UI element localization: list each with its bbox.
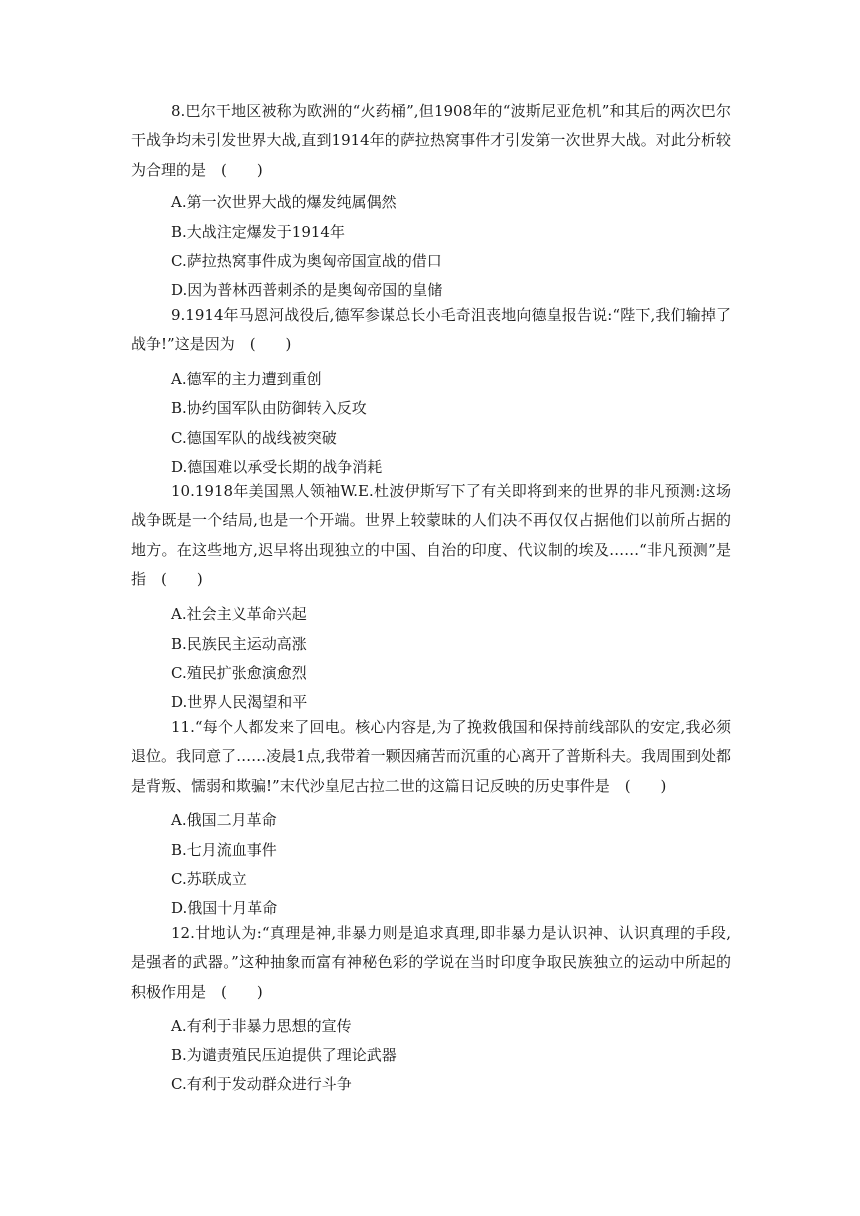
question-8-stem: 8.巴尔干地区被称为欧洲的“火药桶”,但1908年的“波斯尼亚危机”和其后的两次巴尔干战争均未引发世界大战,直到1914年的萨拉热窝事件才引发第一次世界大战。对此分析较为合理的是 ( ) bbox=[131, 102, 731, 179]
question-8-option-c: C.萨拉热窝事件成为奥匈帝国宣战的借口 bbox=[171, 252, 442, 270]
question-8-option-a: A.第一次世界大战的爆发纯属偶然 bbox=[171, 193, 397, 211]
question-11-option-d: D.俄国十月革命 bbox=[171, 899, 278, 917]
question-9-stem: 9.1914年马恩河战役后,德军参谋总长小毛奇沮丧地向德皇报告说:“陛下,我们输掉了战争!”这是因为 ( ) bbox=[131, 306, 731, 354]
question-12-option-b: B.为谴责殖民压迫提供了理论武器 bbox=[171, 1046, 397, 1064]
question-10-option-b: B.民族民主运动高涨 bbox=[171, 635, 307, 653]
question-11-option-a: A.俄国二月革命 bbox=[171, 811, 277, 829]
question-11-stem: 11.“每个人都发来了回电。核心内容是,为了挽救俄国和保持前线部队的安定,我必须退位。我同意了……凌晨1点,我带着一颗因痛苦而沉重的心离开了普斯科夫。我周围到处都是背叛、懦弱和欺骗!”末代沙皇尼古拉二世的这篇日记反映的历史事件是 ( ) bbox=[131, 718, 731, 795]
question-10-option-d: D.世界人民渴望和平 bbox=[171, 693, 308, 711]
question-8-option-b: B.大战注定爆发于1914年 bbox=[171, 223, 345, 241]
question-11-option-b: B.七月流血事件 bbox=[171, 841, 277, 859]
question-9-option-a: A.德军的主力遭到重创 bbox=[171, 370, 322, 388]
question-9-option-c: C.德国军队的战线被突破 bbox=[171, 429, 337, 447]
question-8-option-d: D.因为普林西普刺杀的是奥匈帝国的皇储 bbox=[171, 281, 443, 299]
question-10-option-c: C.殖民扩张愈演愈烈 bbox=[171, 664, 307, 682]
question-10-option-a: A.社会主义革命兴起 bbox=[171, 605, 307, 623]
question-12-option-a: A.有利于非暴力思想的宣传 bbox=[171, 1017, 352, 1035]
question-9-option-d: D.德国难以承受长期的战争消耗 bbox=[171, 458, 383, 476]
question-12-option-c: C.有利于发动群众进行斗争 bbox=[171, 1075, 352, 1093]
question-11-option-c: C.苏联成立 bbox=[171, 870, 247, 888]
question-9-option-b: B.协约国军队由防御转入反攻 bbox=[171, 399, 367, 417]
question-12-stem: 12.甘地认为:“真理是神,非暴力则是追求真理,即非暴力是认识神、认识真理的手段,是强者的武器。”这种抽象而富有神秘色彩的学说在当时印度争取民族独立的运动中所起的积极作用是 ( ) bbox=[131, 924, 731, 1001]
question-10-stem: 10.1918年美国黑人领袖W.E.杜波伊斯写下了有关即将到来的世界的非凡预测:这场战争既是一个结局,也是一个开端。世界上较蒙昧的人们决不再仅仅占据他们以前所占据的地方。在这些地方,迟早将出现独立的中国、自治的印度、代议制的埃及……“非凡预测”是指 ( ) bbox=[131, 482, 731, 588]
